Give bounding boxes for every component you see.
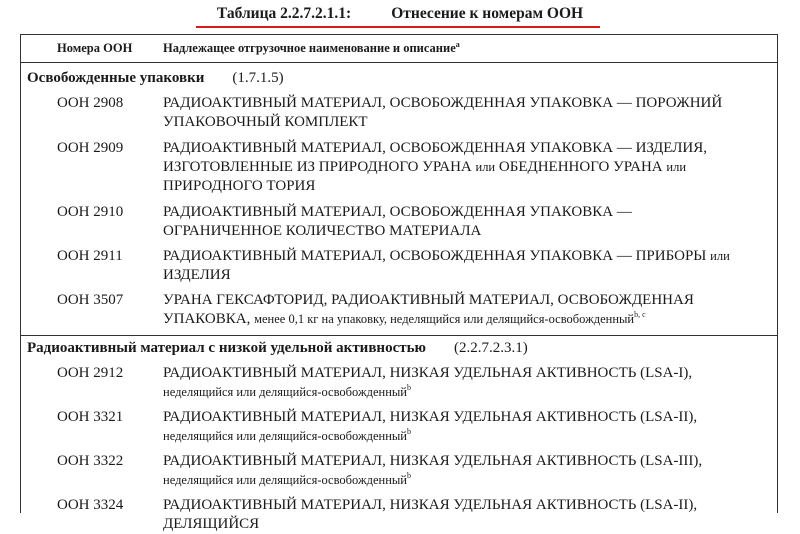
table-header <box>21 35 777 63</box>
footnote-ref: b <box>406 383 411 392</box>
table-row <box>21 247 777 285</box>
description-conjunction: или <box>666 160 687 174</box>
description-line: ДЕЛЯЩИЙСЯ <box>163 516 260 532</box>
description-line: ИЗДЕЛИЯ <box>163 267 231 283</box>
section-heading-exempt <box>21 68 777 88</box>
description-line: РАДИОАКТИВНЫЙ МАТЕРИАЛ, ОСВОБОЖДЕННАЯ УПАКОВКА — ПОРОЖНИЙ <box>163 95 723 111</box>
table-row <box>21 452 777 490</box>
footnote-ref: b <box>406 471 411 480</box>
un-number: ООН 2909 <box>57 140 124 156</box>
section-title-exempt: Освобожденные упаковки <box>27 70 205 86</box>
description <box>163 247 763 285</box>
table-row <box>21 291 777 329</box>
table-row <box>21 203 777 241</box>
description-line: УРАНА ГЕКСАФТОРИД, РАДИОАКТИВНЫЙ МАТЕРИАЛ, ОСВОБОЖДЕННАЯ <box>163 292 694 308</box>
description <box>163 452 763 490</box>
description-line: РАДИОАКТИВНЫЙ МАТЕРИАЛ, НИЗКАЯ УДЕЛЬНАЯ АКТИВНОСТЬ (LSA-II), <box>163 497 698 513</box>
description <box>163 496 763 534</box>
footnote-ref: b <box>406 427 411 436</box>
description <box>163 94 763 132</box>
table-row <box>21 408 777 446</box>
description-line: РАДИОАКТИВНЫЙ МАТЕРИАЛ, ОСВОБОЖДЕННАЯ УПАКОВКА — <box>163 204 632 220</box>
un-number: ООН 2910 <box>57 204 124 220</box>
un-number: ООН 3507 <box>57 292 124 308</box>
un-number: ООН 2911 <box>57 248 123 264</box>
description-detail: неделящийся или делящийся-освобожденный <box>163 385 407 399</box>
un-number: ООН 3324 <box>57 497 124 513</box>
description-line: ПРИРОДНОГО ТОРИЯ <box>163 178 316 194</box>
table-caption <box>0 4 800 24</box>
description <box>163 291 763 329</box>
description-line: РАДИОАКТИВНЫЙ МАТЕРИАЛ, НИЗКАЯ УДЕЛЬНАЯ АКТИВНОСТЬ (LSA-III), <box>163 453 703 469</box>
description-conjunction: или <box>475 160 496 174</box>
section-ref-lsa: (2.2.7.2.3.1) <box>454 340 528 356</box>
un-number: ООН 3322 <box>57 453 124 469</box>
header-shipping-name <box>163 41 460 56</box>
description <box>163 139 763 196</box>
caption-underline <box>196 26 600 28</box>
description <box>163 408 763 446</box>
section-heading-lsa <box>21 338 777 358</box>
table-row <box>21 94 777 132</box>
table-row <box>21 364 777 402</box>
description-line: РАДИОАКТИВНЫЙ МАТЕРИАЛ, ОСВОБОЖДЕННАЯ УПАКОВКА — ПРИБОРЫ <box>163 248 707 264</box>
description-line: УПАКОВОЧНЫЙ КОМПЛЕКТ <box>163 114 368 130</box>
caption-label: Таблица 2.2.7.2.1.1: <box>216 5 352 22</box>
description-detail: неделящийся или делящийся-освобожденный <box>163 429 407 443</box>
un-number: ООН 2908 <box>57 95 124 111</box>
description-line: ОГРАНИЧЕННОЕ КОЛИЧЕСТВО МАТЕРИАЛА <box>163 223 482 239</box>
header-shipping-name-text: Надлежащее отгрузочное наименование и описание <box>163 41 456 55</box>
table-row <box>21 496 777 534</box>
description-line: ОБЕДНЕННОГО УРАНА <box>498 159 663 175</box>
description <box>163 364 763 402</box>
description-line: РАДИОАКТИВНЫЙ МАТЕРИАЛ, ОСВОБОЖДЕННАЯ УПАКОВКА — ИЗДЕЛИЯ, <box>163 140 707 156</box>
description-line: РАДИОАКТИВНЫЙ МАТЕРИАЛ, НИЗКАЯ УДЕЛЬНАЯ АКТИВНОСТЬ (LSA-II), <box>163 409 698 425</box>
description-line: РАДИОАКТИВНЫЙ МАТЕРИАЛ, НИЗКАЯ УДЕЛЬНАЯ АКТИВНОСТЬ (LSA-I), <box>163 365 693 381</box>
section-title-lsa: Радиоактивный материал с низкой удельной активностью <box>27 340 426 356</box>
table-row <box>21 139 777 196</box>
header-un-numbers: Номера ООН <box>57 41 133 55</box>
un-numbers-table <box>20 34 778 532</box>
description-line: УПАКОВКА, <box>163 311 251 327</box>
description-detail: неделящийся или делящийся-освобожденный <box>163 473 407 487</box>
description-conjunction: или <box>710 249 730 263</box>
description-line: ИЗГОТОВЛЕННЫЕ ИЗ ПРИРОДНОГО УРАНА <box>163 159 472 175</box>
description-detail: менее 0,1 кг на упаковку, неделящийся или делящийся-освобожденный <box>254 312 635 326</box>
un-number: ООН 2912 <box>57 365 124 381</box>
caption-title: Отнесение к номерам ООН <box>391 5 584 22</box>
header-footnote-a: a <box>455 39 460 49</box>
footnote-ref: b, c <box>634 310 646 319</box>
section-divider <box>21 335 777 336</box>
un-number: ООН 3321 <box>57 409 124 425</box>
description <box>163 203 763 241</box>
section-ref-exempt: (1.7.1.5) <box>232 70 284 86</box>
